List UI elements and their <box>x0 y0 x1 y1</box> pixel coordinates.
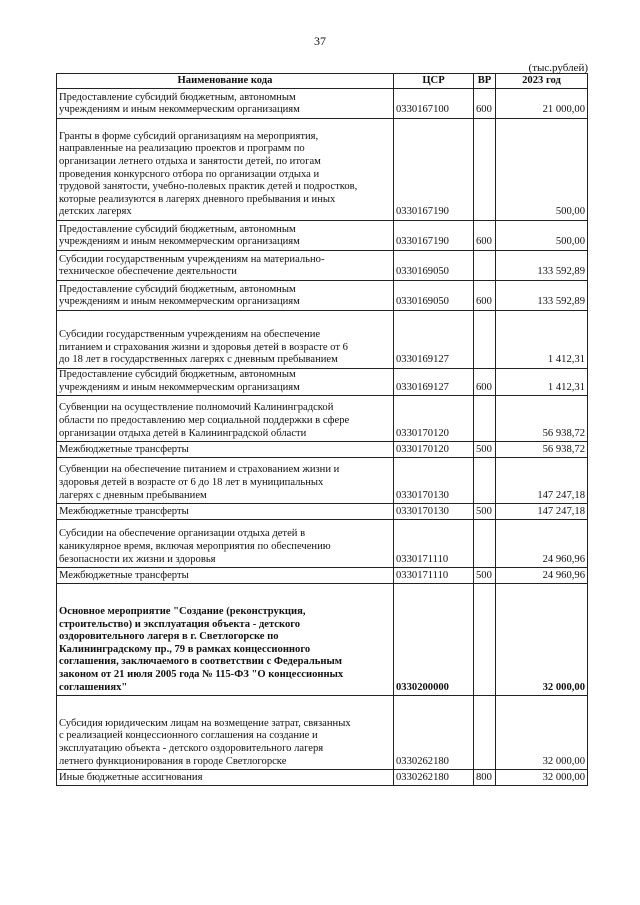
row-amount: 32 000,00 <box>496 696 588 770</box>
row-vr-code <box>474 251 496 281</box>
row-name <box>57 311 394 369</box>
row-name <box>57 396 394 442</box>
row-amount: 32 000,00 <box>496 770 588 786</box>
row-vr-code <box>474 696 496 770</box>
header-name: Наименование кода <box>57 74 394 89</box>
row-name <box>57 770 394 786</box>
row-vr-code <box>474 119 496 221</box>
row-name <box>57 119 394 221</box>
row-amount: 56 938,72 <box>496 442 588 458</box>
unit-note: (тыс.рублей) <box>528 62 588 74</box>
row-name <box>57 504 394 520</box>
row-amount: 1 412,31 <box>496 369 588 396</box>
row-name-text: Субсидии государственным учреждениям на обеспечение питанием и страхования жизни и здоровья детей в возрасте от 6 до 18 лет в государственных лагерях с дневным пребыванием <box>59 329 348 366</box>
row-amount: 21 000,00 <box>496 89 588 119</box>
table-row <box>57 770 588 786</box>
row-amount: 147 247,18 <box>496 504 588 520</box>
row-csr-code: 0330171110 <box>394 568 474 584</box>
row-csr-code: 0330167100 <box>394 89 474 119</box>
table-row <box>57 281 588 311</box>
row-name-text: Субсидии на обеспечение организации отдыха детей в каникулярное время, включая мероприятия по обеспечению безопасности их жизни и здоровья <box>59 528 331 565</box>
row-name <box>57 221 394 251</box>
row-amount: 24 960,96 <box>496 568 588 584</box>
row-name-text: Предоставление субсидий бюджетным, автономным учреждениям и иным некоммерческим организациям <box>59 283 300 308</box>
row-vr-code: 600 <box>474 221 496 251</box>
table-row <box>57 221 588 251</box>
row-csr-code: 0330200000 <box>394 584 474 696</box>
row-name-text: Предоставление субсидий бюджетным, автономным учреждениям и иным некоммерческим организациям <box>59 91 300 116</box>
row-amount: 133 592,89 <box>496 281 588 311</box>
row-name-text: Межбюджетные трансферты <box>59 569 189 581</box>
table-row <box>57 89 588 119</box>
row-name <box>57 442 394 458</box>
table-row <box>57 520 588 568</box>
table-body <box>57 89 588 786</box>
row-csr-code: 0330167190 <box>394 119 474 221</box>
table-header-row <box>57 74 588 89</box>
row-vr-code: 800 <box>474 770 496 786</box>
row-name <box>57 369 394 396</box>
row-name <box>57 251 394 281</box>
row-csr-code: 0330170130 <box>394 504 474 520</box>
table-row <box>57 311 588 369</box>
table-row <box>57 251 588 281</box>
row-name-text: Субвенции на обеспечение питанием и страхованием жизни и здоровья детей в возрасте от 6 до 18 лет в муниципальных лагерях с дневным пребыванием <box>59 464 340 501</box>
row-vr-code <box>474 311 496 369</box>
row-name-text: Предоставление субсидий бюджетным, автономным учреждениям и иным некоммерческим организациям <box>59 369 300 393</box>
row-vr-code <box>474 396 496 442</box>
row-amount: 32 000,00 <box>496 584 588 696</box>
row-vr-code: 600 <box>474 89 496 119</box>
row-csr-code: 0330169050 <box>394 251 474 281</box>
budget-table <box>56 73 588 786</box>
row-csr-code: 0330170120 <box>394 442 474 458</box>
row-csr-code: 0330170130 <box>394 458 474 504</box>
row-amount: 133 592,89 <box>496 251 588 281</box>
row-csr-code: 0330171110 <box>394 520 474 568</box>
row-name <box>57 696 394 770</box>
row-amount: 500,00 <box>496 221 588 251</box>
row-amount: 500,00 <box>496 119 588 221</box>
row-amount: 147 247,18 <box>496 458 588 504</box>
row-name-text: Иные бюджетные ассигнования <box>59 771 203 783</box>
row-name-text: Предоставление субсидий бюджетным, автономным учреждениям и иным некоммерческим организациям <box>59 223 300 248</box>
row-name-text: Гранты в форме субсидий организациям на мероприятия, направленные на реализацию проектов и программ по организации летнего отдыха и занятости детей, по итогам проведения конкурсного отбора по организации отдыха и трудовой занятости, учебно-полевых практик детей и подростков, которые реализуются в лагерях дневного пребывания и иных детских лагерях <box>59 130 358 218</box>
row-amount: 1 412,31 <box>496 311 588 369</box>
table-row <box>57 568 588 584</box>
row-name <box>57 89 394 119</box>
row-csr-code: 0330262180 <box>394 696 474 770</box>
row-amount: 24 960,96 <box>496 520 588 568</box>
table-row <box>57 458 588 504</box>
row-name-text: Основное мероприятие "Создание (реконструкция, строительство) и эксплуатация объекта - детского оздоровительного лагеря в г. Светлогорске по Калининградскому пр., 79 в рамках концессионного соглашения, заключаемого в соответствии с Федеральным законом от 21 июля 2005 года № 115-ФЗ "О концессионных соглашениях" <box>59 606 344 693</box>
row-csr-code: 0330167190 <box>394 221 474 251</box>
row-name-text: Межбюджетные трансферты <box>59 505 189 517</box>
row-vr-code <box>474 584 496 696</box>
row-vr-code: 500 <box>474 442 496 458</box>
row-name <box>57 584 394 696</box>
row-name-text: Субсидия юридическим лицам на возмещение затрат, связанных с реализацией концессионного соглашения на создание и эксплуатацию объекта - детского оздоровительного лагеря летнего функционирования в городе Светлогорске <box>59 717 351 767</box>
table-row <box>57 442 588 458</box>
table-row <box>57 504 588 520</box>
header-csr: ЦСР <box>394 74 474 89</box>
row-csr-code: 0330169050 <box>394 281 474 311</box>
table-row <box>57 584 588 696</box>
row-name-text: Межбюджетные трансферты <box>59 443 189 455</box>
row-name-text: Субсидии государственным учреждениям на материально- техническое обеспечение деятельности <box>59 253 325 278</box>
row-csr-code: 0330169127 <box>394 369 474 396</box>
page-number: 37 <box>314 34 326 48</box>
row-name <box>57 281 394 311</box>
row-vr-code: 600 <box>474 281 496 311</box>
header-vr: ВР <box>474 74 496 89</box>
row-csr-code: 0330169127 <box>394 311 474 369</box>
table-row <box>57 396 588 442</box>
row-name <box>57 458 394 504</box>
row-name <box>57 520 394 568</box>
table-row <box>57 119 588 221</box>
row-vr-code: 600 <box>474 369 496 396</box>
row-name-text: Субвенции на осуществление полномочий Калининградской области по предоставлению мер социальной поддержки в сфере организации отдыха детей в Калининградской области <box>59 402 350 439</box>
row-amount: 56 938,72 <box>496 396 588 442</box>
row-vr-code: 500 <box>474 504 496 520</box>
header-year: 2023 год <box>496 74 588 89</box>
row-vr-code: 500 <box>474 568 496 584</box>
table-row <box>57 696 588 770</box>
row-name <box>57 568 394 584</box>
row-vr-code <box>474 458 496 504</box>
row-csr-code: 0330262180 <box>394 770 474 786</box>
row-csr-code: 0330170120 <box>394 396 474 442</box>
table-row <box>57 369 588 396</box>
row-vr-code <box>474 520 496 568</box>
